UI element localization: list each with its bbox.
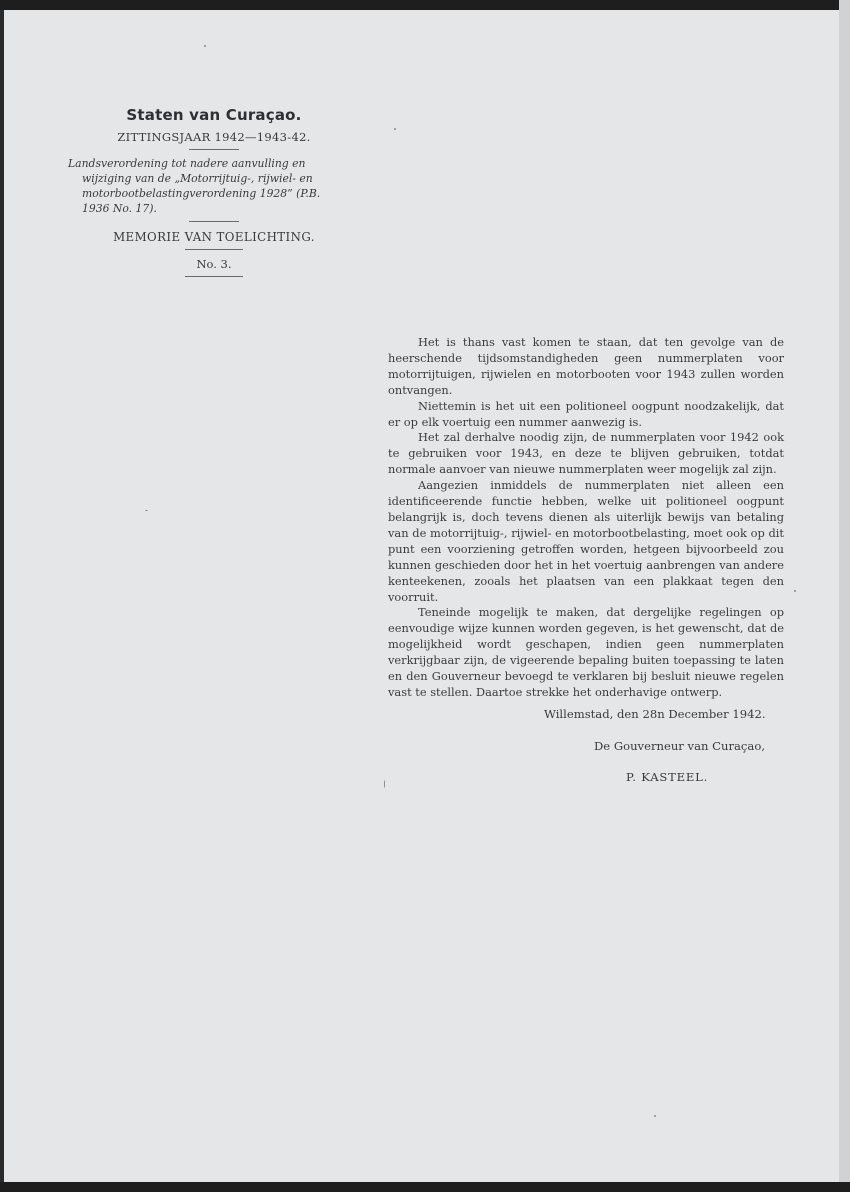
signature-name: P. KASTEEL.: [626, 770, 709, 784]
paragraph: Het zal derhalve noodig zijn, de nummerplaten voor 1942 ook te gebruiken voor 1943, en deze te blijven gebruiken, totdat normale aanvoer van nieuwe nummerplaten weer mogelijk zal zijn.: [388, 430, 784, 477]
paper-speck: [384, 780, 385, 788]
scan-border-bottom: [0, 1182, 850, 1192]
document-type: MEMORIE VAN TOELICHTING.: [113, 230, 315, 244]
subject-line: 1936 No. 17).: [82, 202, 157, 215]
subject-line: motorbootbelastingverordening 1928” (P.B.: [82, 187, 321, 200]
explanatory-memorandum-body: [388, 335, 784, 701]
paper-speck: [654, 1115, 656, 1117]
paragraph: Teneinde mogelijk te maken, dat dergelijke regelingen op eenvoudige wijze kunnen worden gegeven, is het gewenscht, dat de mogelijkheid wordt geschapen, indien geen nummerplaten verkrijgbaar zijn, de vigeerende bepaling buiten toepassing te laten en den Gouverneur bevoegd te verklaren bij besluit nieuwe regelen vast te stellen. Daartoe strekke het onderhavige ontwerp.: [388, 605, 784, 699]
document-header: [54, 98, 374, 282]
divider: [185, 276, 243, 277]
place-and-date: Willemstad, den 28n December 1942.: [544, 707, 766, 721]
institution-title: Staten van Curaçao.: [126, 106, 302, 124]
paper-speck: [794, 590, 796, 592]
paper-speck: [394, 128, 396, 130]
subject-line: wijziging van de „Motorrijtuig-, rijwiel- en: [82, 172, 313, 185]
paragraph: Niettemin is het uit een politioneel oogpunt noodzakelijk, dat er op elk voertuig een nummer aanwezig is.: [388, 398, 784, 429]
subject-line: Landsverordening tot nadere aanvulling en: [68, 157, 306, 170]
paragraph: Het is thans vast komen te staan, dat ten gevolge van de heerschende tijdsomstandigheden geen nummerplaten voor motorrijtuigen, rijwielen en motorbooten voor 1943 zullen worden ontvangen.: [388, 335, 784, 397]
scan-border-top: [0, 0, 850, 10]
governor-title: De Gouverneur van Curaçao,: [594, 739, 766, 753]
ordinance-subject: [54, 156, 358, 216]
divider: [189, 221, 239, 222]
document-number: No. 3.: [196, 257, 232, 271]
divider: [189, 149, 239, 150]
paper-speck: [145, 510, 148, 511]
session-year: ZITTINGSJAAR 1942—1943-42.: [117, 130, 311, 144]
document-page: [4, 10, 839, 1182]
paper-speck: [204, 45, 206, 47]
paragraph: Aangezien inmiddels de nummerplaten niet alleen een identificeerende functie hebben, welke uit politioneel oogpunt belangrijk is, doch tevens dienen als uiterlijk bewijs van betaling van de motorrijtuig-, rijwiel- en motorbootbelasting, moet ook op dit punt een voorziening getroffen worden, hetgeen bijvoorbeeld zou kunnen geschieden door het in het voertuig aanbrengen van andere kenteekenen, zooals het plaatsen van een plakkaat tegen den voorruit.: [388, 478, 784, 604]
scan-border-right: [839, 0, 850, 1192]
divider: [185, 249, 243, 250]
